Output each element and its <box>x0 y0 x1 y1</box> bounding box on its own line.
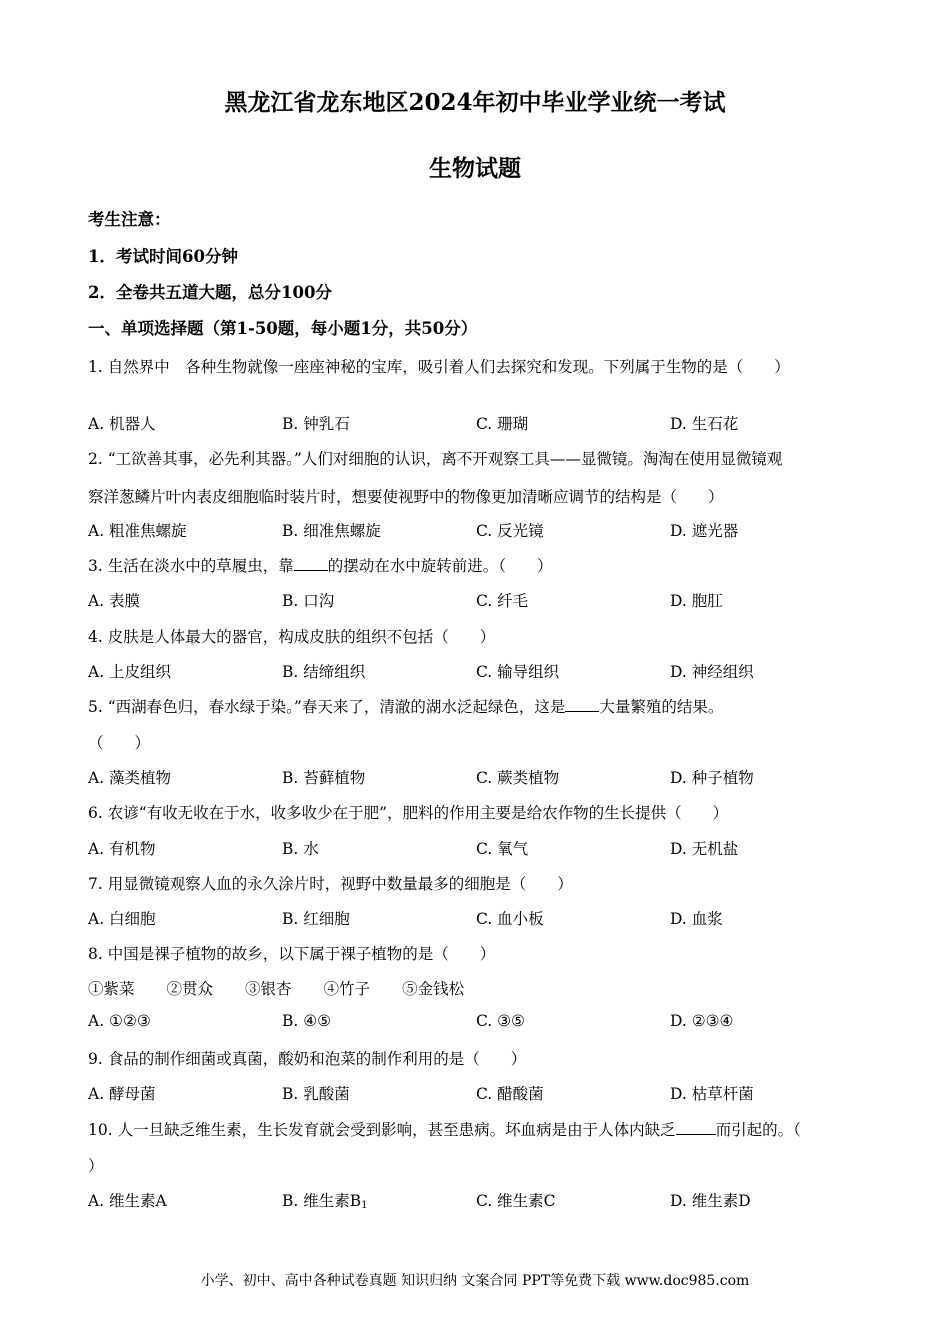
question-4: 4. 皮肤是人体最大的器官，构成皮肤的组织不包括（ ） <box>88 628 496 646</box>
option-b: B. 苔藓植物 <box>282 769 366 787</box>
question-5-line2: （ ） <box>88 734 151 752</box>
question-text: 3. 生活在淡水中的草履虫，靠 <box>88 557 294 575</box>
question-text: 5. “西湖春色归，春水绿于染。”春天来了，清澈的湖水泛起绿色，这是 <box>88 698 566 716</box>
section-heading: 一、单项选择题（第1-50题，每小题1分，共50分） <box>88 319 478 338</box>
option-c: C. 醋酸菌 <box>476 1085 544 1103</box>
option-c: C. 输导组织 <box>476 663 560 681</box>
question-text: 10. 人一旦缺乏维生素，生长发育就会受到影响，甚至患病。坏血病是由于人体内缺乏 <box>88 1121 676 1139</box>
option-d: D. 遮光器 <box>670 522 739 540</box>
question-10-line2: ） <box>88 1157 104 1175</box>
option-b: B. 乳酸菌 <box>282 1085 350 1103</box>
option-d: D. ②③④ <box>670 1012 734 1030</box>
option-b: B. 细准焦螺旋 <box>282 522 381 540</box>
question-6: 6. 农谚“有收无收在于水，收多收少在于肥”，肥料的作用主要是给农作物的生长提供（ ） <box>88 804 729 822</box>
question-10 <box>88 1118 801 1140</box>
question-2: 2. “工欲善其事，必先利其器。”人们对细胞的认识，离不开观察工具——显微镜。淘淘在使用显微镜观 <box>88 450 783 468</box>
option-c: C. 珊瑚 <box>476 415 529 433</box>
option-b: B. 红细胞 <box>282 910 350 928</box>
list-item: ①紫菜 <box>88 980 135 998</box>
list-item: ③银杏 <box>245 980 292 998</box>
option-c: C. 氧气 <box>476 840 529 858</box>
option-d: D. 神经组织 <box>670 663 754 681</box>
list-item: ⑤金钱松 <box>402 980 465 998</box>
question-8: 8. 中国是裸子植物的故乡，以下属于裸子植物的是（ ） <box>88 945 496 963</box>
option-a: A. 维生素A <box>88 1192 167 1210</box>
option-a: A. 粗准焦螺旋 <box>88 522 187 540</box>
question-text: 的摆动在水中旋转前进。（ ） <box>327 557 553 575</box>
option-b <box>282 1189 368 1211</box>
question-9: 9. 食品的制作细菌或真菌，酸奶和泡菜的制作利用的是（ ） <box>88 1050 527 1068</box>
option-b: B. 结缔组织 <box>282 663 366 681</box>
option-d: D. 血浆 <box>670 910 723 928</box>
option-d: D. 维生素D <box>670 1192 751 1210</box>
answer-blank <box>676 1120 716 1135</box>
question-1: 1. 自然界中 各种生物就像一座座神秘的宝库，吸引着人们去探究和发现。下列属于生物的是（ ） <box>88 358 790 376</box>
question-3 <box>88 554 552 576</box>
option-c: C. 维生素C <box>476 1192 556 1210</box>
question-5 <box>88 695 723 717</box>
option-c: C. ③⑤ <box>476 1012 525 1030</box>
notice-item: 1．考试时间60分钟 <box>88 247 238 266</box>
exam-title: 黑龙江省龙东地区2024年初中毕业学业统一考试 <box>224 89 726 116</box>
option-d: D. 生石花 <box>670 415 739 433</box>
option-a: A. ①②③ <box>88 1012 151 1030</box>
option-d: D. 胞肛 <box>670 592 723 610</box>
option-b: B. 口沟 <box>282 592 335 610</box>
option-b: B. ④⑤ <box>282 1012 332 1030</box>
option-text: B. 维生素B <box>282 1192 362 1210</box>
answer-blank <box>565 697 599 712</box>
question-text: 大量繁殖的结果。 <box>599 698 724 716</box>
page-footer[interactable]: 小学、初中、高中各种试卷真题 知识归纳 文案合同 PPT等免费下载 www.doc985.com <box>200 1273 750 1289</box>
notice-heading: 考生注意： <box>88 210 171 229</box>
question-2-line2: 察洋葱鳞片叶内表皮细胞临时装片时，想要使视野中的物像更加清晰应调节的结构是（ ） <box>88 488 724 506</box>
answer-blank <box>294 556 328 571</box>
notice-item: 2．全卷共五道大题，总分100分 <box>88 283 332 302</box>
exam-subtitle: 生物试题 <box>429 155 521 182</box>
question-text: 而引起的。（ <box>715 1121 801 1139</box>
option-c: C. 反光镜 <box>476 522 544 540</box>
option-d: D. 枯草杆菌 <box>670 1085 754 1103</box>
option-a: A. 机器人 <box>88 415 156 433</box>
option-a: A. 表膜 <box>88 592 141 610</box>
option-d: D. 无机盐 <box>670 840 739 858</box>
option-c: C. 血小板 <box>476 910 544 928</box>
item-list <box>88 977 464 999</box>
option-c: C. 蕨类植物 <box>476 769 560 787</box>
subscript: 1 <box>361 1200 368 1211</box>
option-a: A. 酵母菌 <box>88 1085 156 1103</box>
option-c: C. 纤毛 <box>476 592 529 610</box>
option-a: A. 上皮组织 <box>88 663 172 681</box>
list-item: ④竹子 <box>323 980 371 998</box>
option-a: A. 藻类植物 <box>88 769 172 787</box>
option-b: B. 钟乳石 <box>282 415 350 433</box>
list-item: ②贯众 <box>166 980 214 998</box>
question-7: 7. 用显微镜观察人血的永久涂片时，视野中数量最多的细胞是（ ） <box>88 875 573 893</box>
option-b: B. 水 <box>282 840 319 858</box>
option-a: A. 有机物 <box>88 840 156 858</box>
option-a: A. 白细胞 <box>88 910 156 928</box>
option-d: D. 种子植物 <box>670 769 754 787</box>
